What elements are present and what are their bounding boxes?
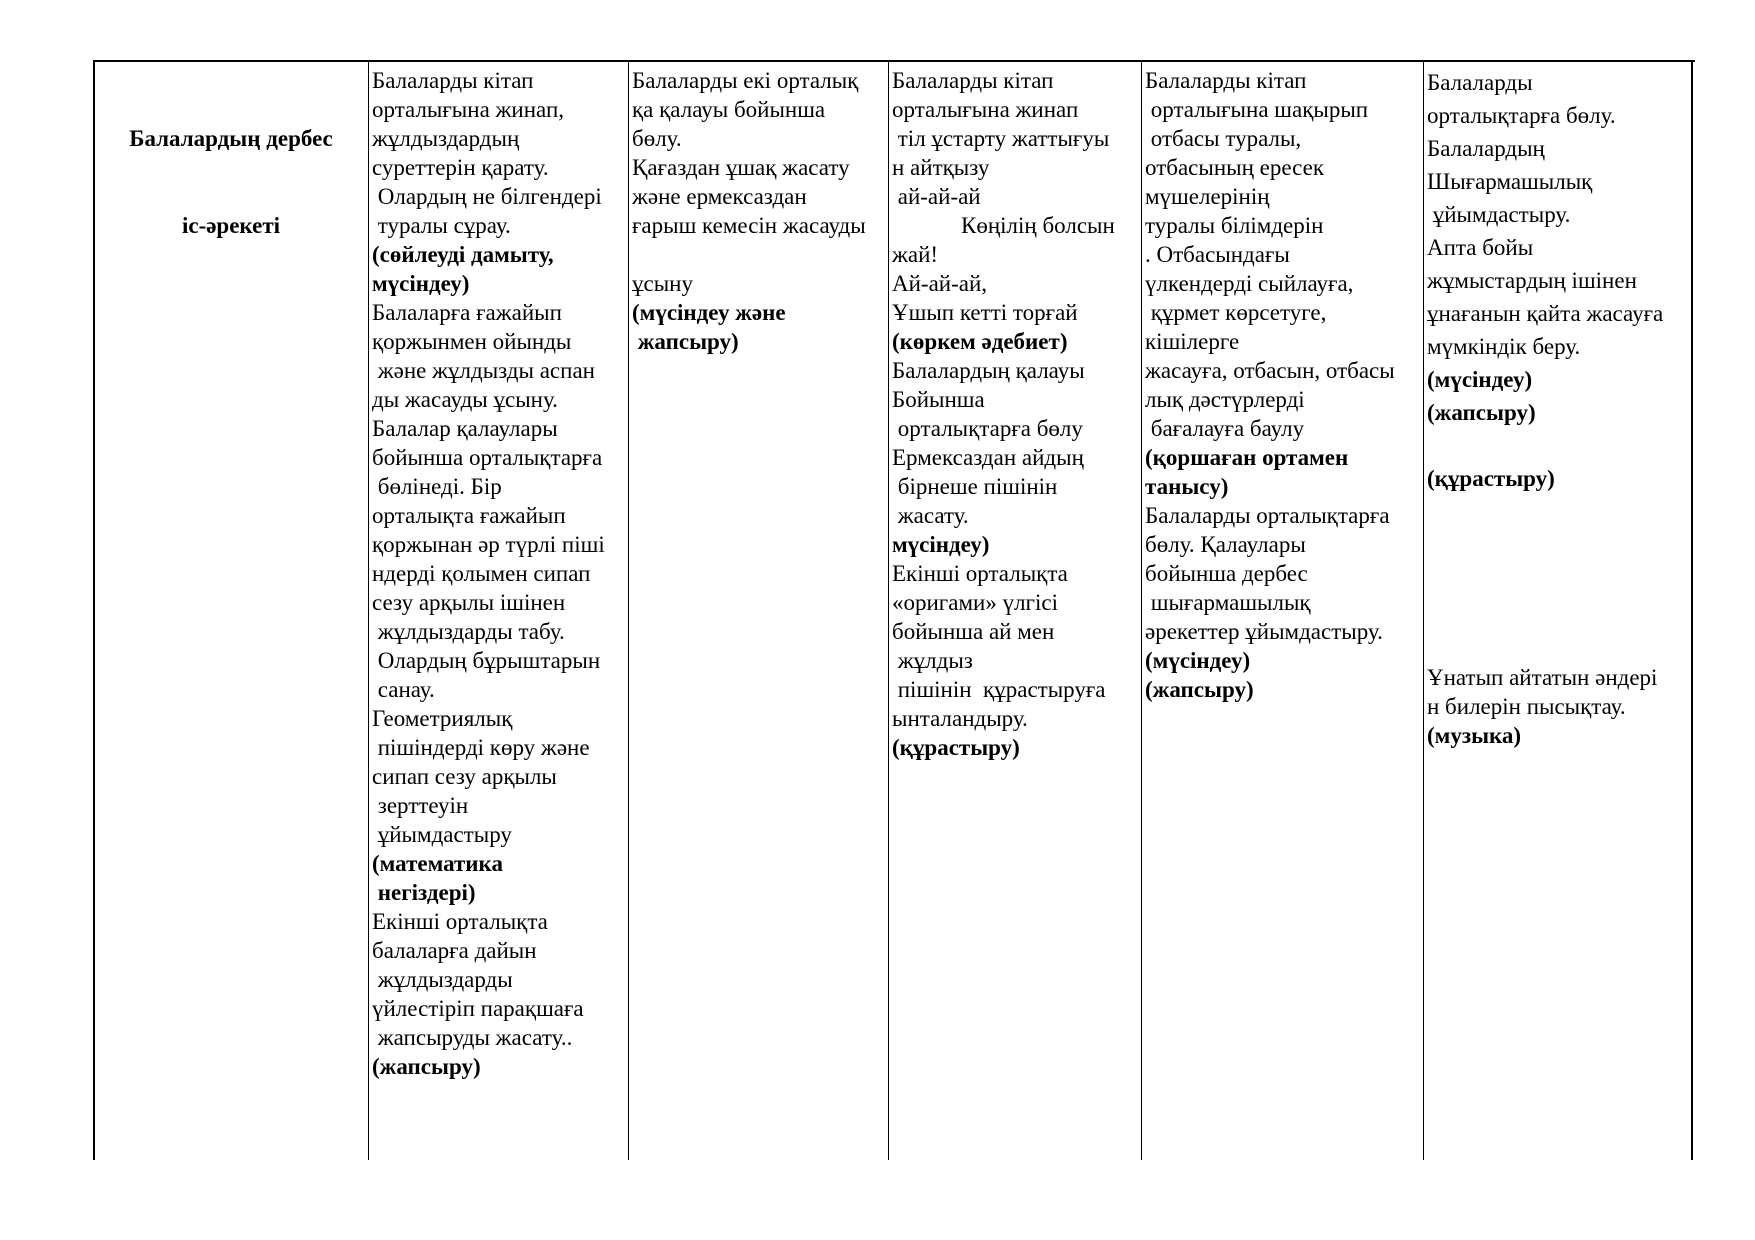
cell-line: жасату. (892, 503, 969, 528)
cell-line: туралы сұрау. (372, 213, 511, 238)
column-divider (1423, 62, 1424, 1160)
cell-line: кішілерге (1145, 329, 1240, 354)
cell-line: н билерін пысықтау. (1427, 694, 1626, 719)
cell-line: Қағаздан ұшақ жасату (632, 155, 850, 180)
cell-line: бөлу. Қалаулары (1145, 532, 1306, 557)
cell-line: (математика (372, 851, 503, 876)
cell-line: үлкендерді сыйлауға, (1145, 271, 1354, 296)
cell-line: ды жасауды ұсыну. (372, 387, 558, 412)
cell-line: Балаларды кітап (892, 68, 1054, 93)
cell-line: отбасы туралы, (1145, 126, 1302, 151)
cell-line: орталықтарға бөлу (892, 416, 1083, 441)
cell-line: Балаларды орталықтарға (1145, 503, 1390, 528)
cell-line: (мүсіндеу және (632, 300, 786, 325)
cell-line: балаларға дайын (372, 938, 537, 963)
cell-line: (сөйлеуді дамыту, (372, 242, 554, 267)
cell-line: бөлу. (632, 126, 682, 151)
cell-line: Балаларға ғажайып (372, 300, 562, 325)
cell-line: мүшелерінің (1145, 184, 1270, 209)
cell-line (632, 240, 887, 269)
cell-line: жай! (892, 242, 939, 267)
cell-line: туралы білімдерін (1145, 213, 1324, 238)
cell-line: сезу арқылы ішінен (372, 590, 566, 615)
cell-line: және ермексаздан (632, 184, 807, 209)
cell-line: бойынша ай мен (892, 619, 1055, 644)
cell-line: жұлдыздардың (372, 126, 520, 151)
cell-line (1427, 429, 1689, 462)
cell-line: әрекеттер ұйымдастыру. (1145, 619, 1383, 644)
cell-line: жұлдыз (892, 648, 973, 673)
cell-line: (мүсіндеу) (1427, 367, 1533, 392)
cell-line: Ай-ай-ай, (892, 271, 988, 296)
cell-line: сипап сезу арқылы (372, 764, 557, 789)
cell-line: орталығына шақырып (1145, 97, 1369, 122)
row-header (97, 66, 365, 298)
cell-line: жұлдыздарды табу. (372, 619, 565, 644)
cell-line: Бойынша (892, 387, 985, 412)
cell-line: Ермексаздан айдың (892, 445, 1084, 470)
cell-line: ғарыш кемесін жасауды (632, 213, 866, 238)
cell-line: Көңілің болсын (892, 213, 1115, 238)
cell-line: Ұшып кетті торғай (892, 300, 1078, 325)
cell-line: бойынша дербес (1145, 561, 1308, 586)
cell-line: жапсыруды жасату.. (372, 1025, 573, 1050)
cell-line: бойынша орталықтарға (372, 445, 603, 470)
cell-line: (қоршаған ортамен (1145, 445, 1349, 470)
cell-line: ұйымдастыру (372, 822, 512, 847)
cell-line: ұнағанын қайта жасауға (1427, 301, 1664, 326)
cell-line: бөлінеді. Бір (372, 474, 502, 499)
cell-line: Балаларды кітап (1145, 68, 1307, 93)
cell-line: шығармашылық (1145, 590, 1311, 615)
cell-line: ұсыну (632, 271, 693, 296)
cell-line: лық дәстүрлерді (1145, 387, 1305, 412)
cell-line: отбасының ересек (1145, 155, 1325, 180)
cell-line: Олардың не білгендері (372, 184, 602, 209)
cell-line: ай-ай-ай (892, 184, 981, 209)
day-cell-1 (372, 66, 627, 1081)
cell-line: орталықта ғажайып (372, 503, 566, 528)
cell-line: Олардың бұрыштарын (372, 648, 601, 673)
cell-line: (құрастыру) (892, 735, 1020, 760)
activity-table (93, 60, 1695, 1160)
column-divider (888, 62, 889, 1160)
cell-line: Шығармашылық (1427, 169, 1593, 194)
cell-line: тіл ұстарту жаттығуы (892, 126, 1110, 151)
row-header-line: Балалардың дербес (129, 126, 333, 151)
cell-line: суреттерін қарату. (372, 155, 549, 180)
cell-line: орталығына жинап, (372, 97, 564, 122)
cell-line: пішінін құрастыруға (892, 677, 1106, 702)
cell-line: Балаларды кітап (372, 68, 534, 93)
cell-line: Балалар қалаулары (372, 416, 558, 441)
cell-line: н айтқызу (892, 155, 990, 180)
cell-line: ндерді қолымен сипап (372, 561, 591, 586)
cell-line: бағалауға баулу (1145, 416, 1305, 441)
cell-line: Апта бойы (1427, 235, 1534, 260)
cell-line: «оригами» үлгісі (892, 590, 1058, 615)
cell-line: жасауға, отбасын, отбасы (1145, 358, 1395, 383)
cell-line: Екінші орталықта (372, 909, 548, 934)
day-cell-5-activities (1427, 66, 1689, 495)
cell-line: Балалардың (1427, 136, 1545, 161)
cell-line: (жапсыру) (372, 1054, 481, 1079)
cell-line: орталығына жинап (892, 97, 1079, 122)
cell-line: (жапсыру) (1145, 677, 1254, 702)
column-divider (628, 62, 629, 1160)
day-cell-4 (1145, 66, 1422, 704)
cell-line: бірнеше пішінін (892, 474, 1058, 499)
table-border-right (1691, 62, 1693, 1160)
cell-line: (музыка) (1427, 723, 1522, 748)
cell-line: танысу) (1145, 474, 1229, 499)
cell-line: санау. (372, 677, 435, 702)
cell-line: мүмкіндік беру. (1427, 334, 1581, 359)
cell-line: ынталандыру. (892, 706, 1028, 731)
cell-line: және жұлдызды аспан (372, 358, 595, 383)
cell-line: Ұнатып айтатын әндері (1427, 665, 1658, 690)
cell-line: жұлдыздарды (372, 967, 513, 992)
cell-line: үйлестіріп парақшаға (372, 996, 584, 1021)
cell-line: қа қалауы бойынша (632, 97, 826, 122)
cell-line: құрмет көрсетуге, (1145, 300, 1327, 325)
cell-line: орталықтарға бөлу. (1427, 103, 1616, 128)
cell-line: мүсіндеу) (892, 532, 990, 557)
table-border-left (93, 62, 95, 1160)
cell-line: негіздері) (372, 880, 476, 905)
cell-line: қоржынан әр түрлі пішi (372, 532, 605, 557)
cell-line: Екінші орталықта (892, 561, 1068, 586)
cell-line: жұмыстардың ішінен (1427, 268, 1637, 293)
cell-line: Балаларды (1427, 70, 1533, 95)
day-cell-3 (892, 66, 1140, 762)
cell-line: (құрастыру) (1427, 466, 1555, 491)
cell-line: (мүсіндеу) (1145, 648, 1251, 673)
cell-line: жапсыру) (632, 329, 739, 354)
day-cell-5-music (1427, 663, 1689, 750)
column-divider (1141, 62, 1142, 1160)
cell-line: зерттеуін (372, 793, 469, 818)
day-cell-2 (632, 66, 887, 356)
cell-line: пішіндерді көру және (372, 735, 590, 760)
cell-line: Геометриялық (372, 706, 513, 731)
row-header-line: іс-әрекеті (181, 213, 281, 238)
cell-line: Балалардың қалауы (892, 358, 1085, 383)
cell-line: мүсіндеу) (372, 271, 470, 296)
cell-line: . Отбасындағы (1145, 242, 1290, 267)
column-divider (368, 62, 369, 1160)
cell-line: (көркем әдебиет) (892, 329, 1068, 354)
cell-line: қоржынмен ойынды (372, 329, 572, 354)
cell-line: Балаларды екі орталық (632, 68, 859, 93)
cell-line: (жапсыру) (1427, 400, 1536, 425)
cell-line: ұйымдастыру. (1427, 202, 1571, 227)
